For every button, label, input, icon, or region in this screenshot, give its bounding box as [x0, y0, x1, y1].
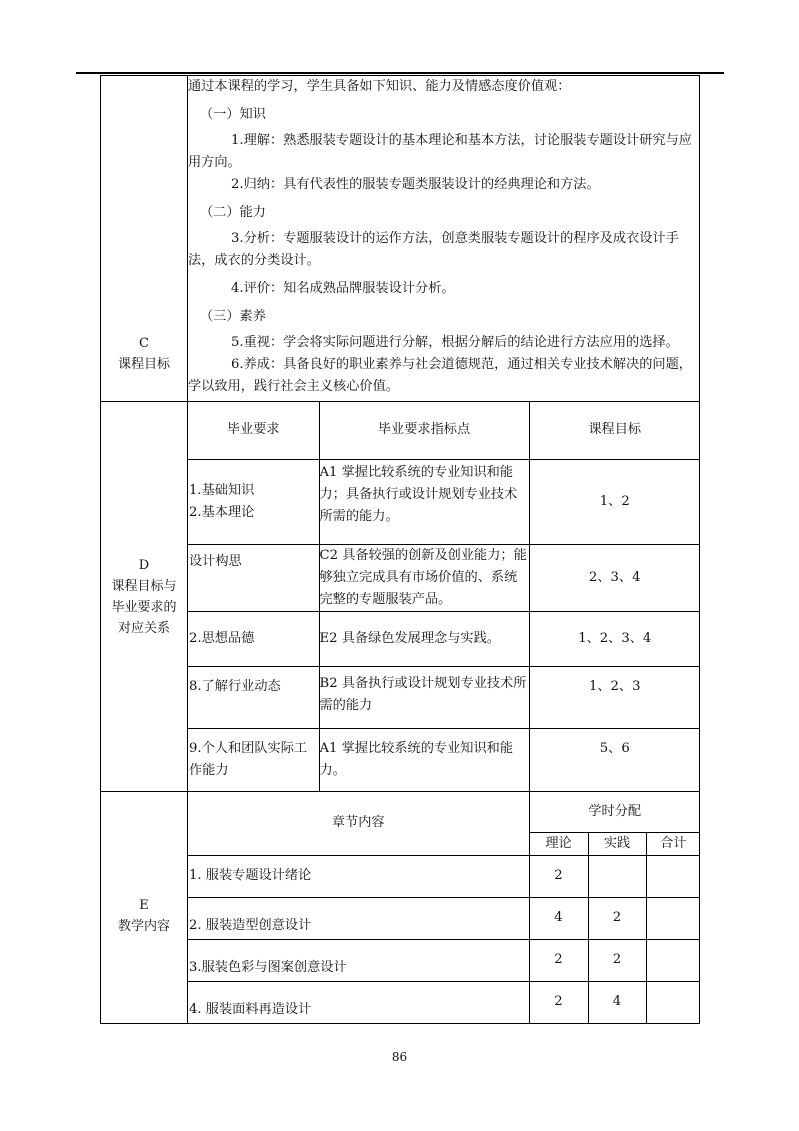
theory-cell: 4: [529, 897, 588, 939]
practice-cell: 4: [588, 981, 646, 1023]
section-e-row: [101, 792, 700, 1024]
content-row: [188, 981, 700, 1023]
header-requirement: 毕业要求: [188, 402, 319, 459]
practice-cell: [588, 855, 646, 897]
requirement-cell: 9.个人和团队实际工作能力: [188, 728, 319, 791]
chapter-cell: 4. 服装面料再造设计: [188, 981, 529, 1023]
practice-cell: 2: [588, 897, 646, 939]
objective-item: 3.分析：专题服装设计的运作方法，创意类服装专题设计的程序及成衣设计手法，成衣的分类设计。: [188, 231, 679, 268]
header-practice: 实践: [588, 832, 646, 855]
group-quality-heading: （三）素养: [200, 309, 266, 324]
objective-item: 1.理解：熟悉服装专题设计的基本理论和基本方法，讨论服装专题设计研究与应用方向。: [188, 133, 692, 170]
indicator-cell: B2 具备执行或设计规划专业技术所需的能力: [319, 666, 529, 728]
requirement-cell: 设计构思: [188, 544, 319, 611]
mapping-table: [188, 402, 700, 791]
group-ability-heading: （二）能力: [200, 205, 266, 220]
header-indicator: 毕业要求指标点: [319, 402, 529, 459]
content-row: [188, 939, 700, 981]
course-objectives: [188, 76, 700, 402]
mapping-table-cell: [188, 402, 700, 792]
section-d-title-1: 课程目标与: [111, 578, 177, 594]
total-cell: [646, 939, 700, 981]
section-d-title-2: 毕业要求的: [111, 599, 177, 615]
section-d-row: [101, 402, 700, 792]
section-c-letter: C: [139, 336, 149, 351]
section-e-label: [101, 792, 188, 1024]
section-c-row: [101, 76, 700, 402]
goals-cell: 5、6: [529, 728, 700, 791]
header-goals: 课程目标: [529, 402, 700, 459]
total-cell: [646, 981, 700, 1023]
total-cell: [646, 897, 700, 939]
mapping-row: [188, 611, 700, 666]
goals-cell: 2、3、4: [529, 544, 700, 611]
theory-cell: 2: [529, 939, 588, 981]
indicator-cell: A1 掌握比较系统的专业知识和能力。: [319, 728, 529, 791]
content-row: [188, 897, 700, 939]
objective-item: 2.归纳：具有代表性的服装专题类服装设计的经典理论和方法。: [231, 177, 600, 192]
goals-cell: 1、2、3、4: [529, 611, 700, 666]
content-table: [188, 792, 700, 1023]
header-total: 合计: [646, 832, 700, 855]
section-c-title: 课程目标: [117, 357, 170, 372]
objective-item: 5.重视：学会将实际问题进行分解，根据分解后的结论进行方法应用的选择。: [231, 335, 679, 350]
chapter-cell: 2. 服装造型创意设计: [188, 897, 529, 939]
section-e-title: 教学内容: [117, 918, 170, 934]
indicator-cell: A1 掌握比较系统的专业知识和能力；具备执行或设计规划专业技术所需的能力。: [319, 459, 529, 544]
header-hours: 学时分配: [529, 792, 700, 832]
theory-cell: 2: [529, 981, 588, 1023]
group-knowledge-heading: （一）知识: [200, 107, 266, 122]
header-theory: 理论: [529, 832, 588, 855]
content-header-row: [188, 792, 700, 832]
objectives-intro: 通过本课程的学习，学生具备如下知识、能力及情感态度价值观：: [188, 79, 571, 94]
mapping-row: [188, 728, 700, 791]
objective-item: 4.评价：知名成熟品牌服装设计分析。: [231, 281, 455, 296]
total-cell: [646, 855, 700, 897]
chapter-cell: 3.服装色彩与图案创意设计: [188, 939, 529, 981]
goals-cell: 1、2: [529, 459, 700, 544]
requirement-cell: 8.了解行业动态: [188, 666, 319, 728]
mapping-row: [188, 544, 700, 611]
content-row: [188, 855, 700, 897]
header-chapter: 章节内容: [188, 792, 529, 855]
section-d-title-3: 对应关系: [117, 620, 170, 636]
syllabus-table: [100, 75, 700, 1024]
theory-cell: 2: [529, 855, 588, 897]
practice-cell: 2: [588, 939, 646, 981]
requirement-cell: 2.思想品德: [188, 611, 319, 666]
content-table-cell: [188, 792, 700, 1024]
page-number: 86: [391, 1050, 408, 1064]
header-rule: [76, 72, 724, 74]
section-c-label: [101, 76, 188, 402]
objective-item: 6.养成：具备良好的职业素养与社会道德规范，通过相关专业技术解决的问题，学以致用，践行社会主义核心价值。: [188, 357, 692, 394]
requirement-cell: 1.基础知识 2.基本理论: [188, 459, 319, 544]
mapping-header-row: [188, 402, 700, 459]
section-d-letter: D: [138, 557, 150, 573]
mapping-row: [188, 459, 700, 544]
mapping-row: [188, 666, 700, 728]
indicator-cell: C2 具备较强的创新及创业能力；能够独立完成具有市场价值的、系统完整的专题服装产品。: [319, 544, 529, 611]
goals-cell: 1、2、3: [529, 666, 700, 728]
indicator-cell: E2 具备绿色发展理念与实践。: [319, 611, 529, 666]
chapter-cell: 1. 服装专题设计绪论: [188, 855, 529, 897]
section-d-label: [101, 402, 188, 792]
section-e-letter: E: [139, 897, 149, 913]
